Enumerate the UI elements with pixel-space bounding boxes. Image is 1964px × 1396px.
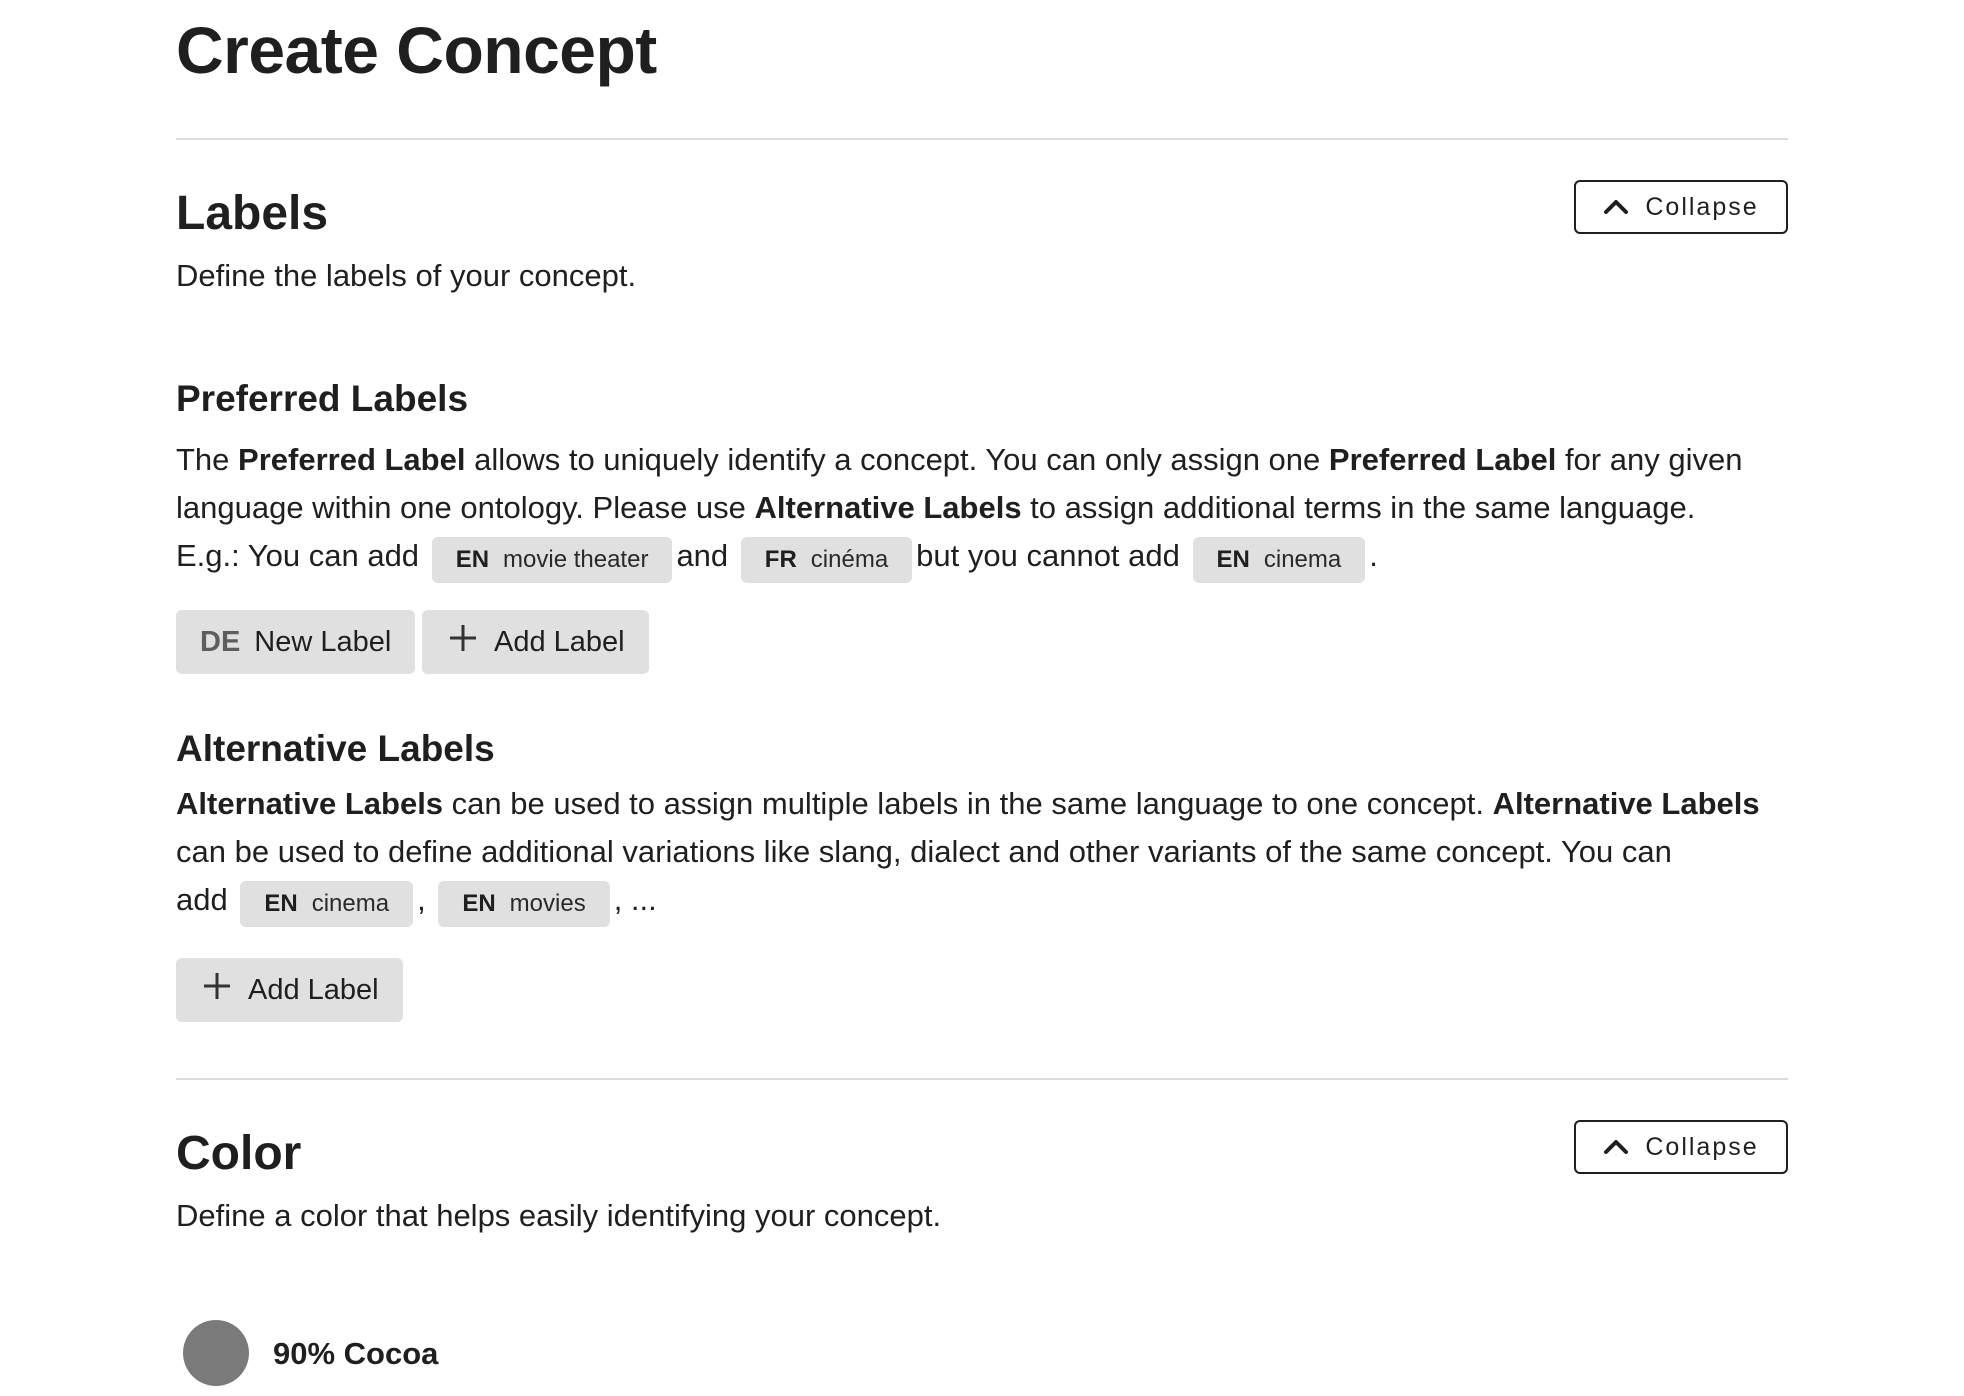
color-section-title: Color — [176, 1127, 302, 1180]
page-title: Create Concept — [176, 13, 657, 87]
plus-icon — [446, 621, 480, 663]
section-divider — [176, 1078, 1788, 1080]
alternative-labels-description: Alternative Labels can be used to assign multiple labels in the same language to one concept. Alternative Labels can be used to define additional variations like slang, dialect and other variants of the same concept. You can add EN cinema , EN movies , ... — [176, 780, 1788, 924]
add-label-text: Add Label — [494, 625, 625, 658]
labels-section-title: Labels — [176, 187, 329, 240]
language-code: DE — [200, 625, 241, 658]
collapse-label: Collapse — [1645, 1132, 1759, 1161]
preferred-labels-description: The Preferred Label allows to uniquely identify a concept. You can only assign one Preferred Label for any given language within one ontology. Please use Alternative Labels to assign additional terms in the same language. E.g.: You can add EN movie theater and FR cinéma but you cannot add EN cinema . — [176, 436, 1788, 580]
example-label-chip: EN movie theater — [432, 537, 673, 583]
color-name: 90% Cocoa — [273, 1336, 439, 1371]
labels-collapse-button[interactable] — [1574, 180, 1788, 234]
title-divider — [176, 138, 1788, 140]
chevron-up-icon — [1603, 1133, 1629, 1162]
add-preferred-label-button[interactable] — [422, 610, 649, 674]
labels-section-description: Define the labels of your concept. — [176, 258, 637, 293]
chevron-up-icon — [1603, 193, 1629, 222]
example-label-chip: EN cinema — [240, 881, 413, 927]
color-collapse-button[interactable] — [1574, 1120, 1788, 1174]
example-label-chip: EN cinema — [1193, 537, 1366, 583]
color-section-description: Define a color that helps easily identifying your concept. — [176, 1198, 942, 1233]
alternative-labels-title: Alternative Labels — [176, 728, 495, 769]
collapse-label: Collapse — [1645, 192, 1759, 221]
add-label-text: Add Label — [248, 973, 379, 1006]
preferred-label-de-button[interactable] — [176, 610, 415, 674]
color-swatch[interactable] — [183, 1320, 249, 1386]
example-label-chip: EN movies — [438, 881, 609, 927]
add-alternative-label-button[interactable] — [176, 958, 403, 1022]
plus-icon — [200, 969, 234, 1011]
label-text: New Label — [254, 625, 392, 658]
preferred-labels-title: Preferred Labels — [176, 378, 469, 419]
example-label-chip: FR cinéma — [741, 537, 912, 583]
